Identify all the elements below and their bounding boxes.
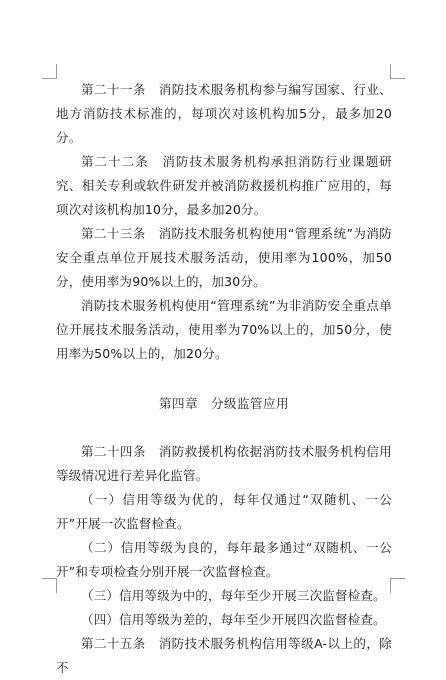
article-22: 第二十二条 消防技术服务机构承担消防行业课题研究、相关专利或软件研发并被消防救援机构推广应用的，每项次对该机构加10分，最多加20分。: [56, 154, 392, 217]
chapter-title: 第四章 分级监管应用: [158, 396, 289, 411]
crop-mark-top-right: [390, 64, 405, 79]
article-24-item-4: （四）信用等级为差的，每年至少开展四次监督检查。: [81, 612, 386, 627]
article-23-continued: 消防技术服务机构使用“管理系统”为非消防安全重点单位开展技术服务活动，使用率为70%以上的，加50分，使用率为50%以上的，加20分。: [56, 298, 392, 361]
crop-mark-top-left: [42, 64, 57, 79]
article-24: 第二十四条 消防救援机构依据消防技术服务机构信用等级情况进行差异化监管。: [56, 444, 392, 483]
crop-mark-bottom-right: [390, 578, 405, 593]
article-21: 第二十一条 消防技术服务机构参与编写国家、行业、地方消防技术标准的，每项次对该机构加5分，最多加20分。: [56, 82, 392, 145]
article-24-item-1: （一）信用等级为优的，每年仅通过“双随机、一公开”开展一次监督检查。: [56, 492, 392, 531]
article-24-item-2: （二）信用等级为良的，每年最多通过“双随机、一公开”和专项检查分别开展一次监督检查。: [56, 540, 392, 579]
article-23: 第二十三条 消防技术服务机构使用“管理系统”为消防安全重点单位开展技术服务活动，使用率为100%，加50分，使用率为90%以上的，加30分。: [56, 226, 392, 289]
crop-mark-bottom-left: [42, 578, 57, 593]
article-25: 第二十五条 消防技术服务机构信用等级A-以上的，除不: [56, 636, 392, 675]
document-page: [56, 78, 392, 680]
article-24-item-3: （三）信用等级为中的，每年至少开展三次监督检查。: [81, 588, 386, 603]
